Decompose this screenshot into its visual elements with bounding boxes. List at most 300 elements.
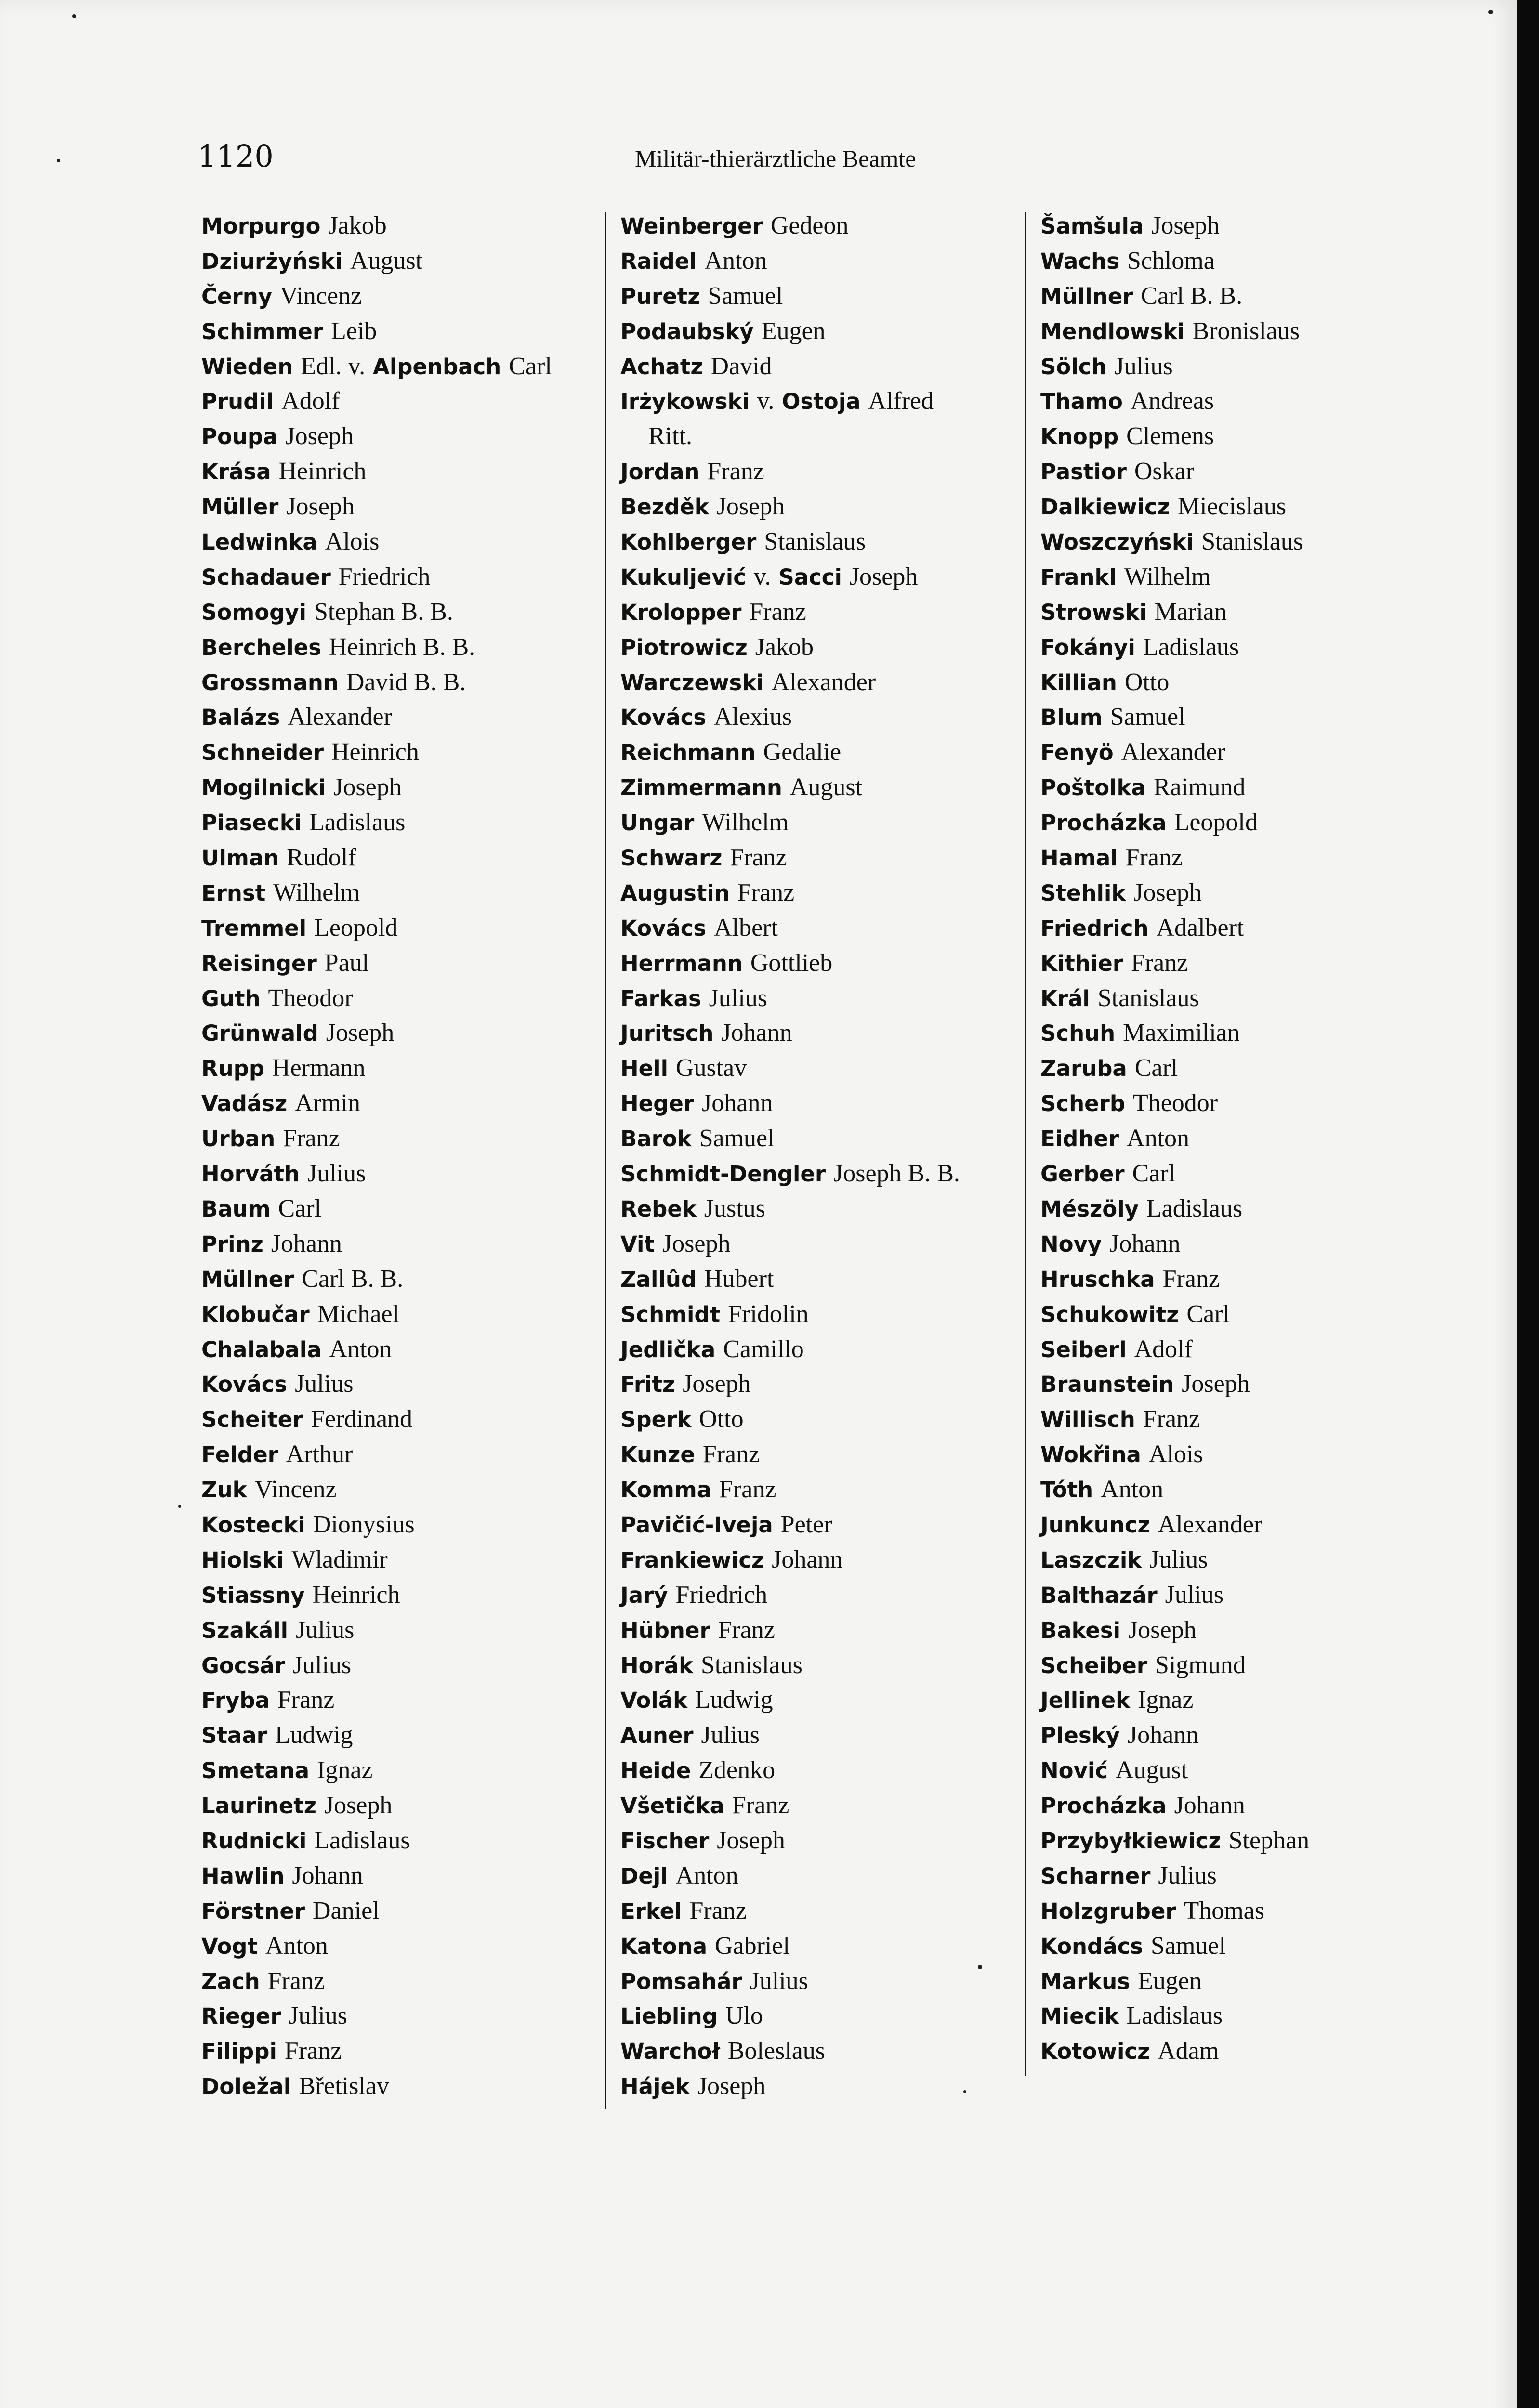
given-name: August — [1115, 1756, 1188, 1784]
column-rule — [1025, 212, 1026, 2076]
given-name: Hubert — [704, 1265, 774, 1293]
given-name: Joseph — [1151, 212, 1220, 239]
given-name: Eugen — [1138, 1967, 1202, 1995]
surname: Všetička — [620, 1793, 725, 1819]
surname: Pavičić-Iveja — [620, 1512, 773, 1538]
name-entry — [1040, 1788, 1435, 1823]
given-name: Stanislaus — [700, 1651, 802, 1679]
name-entry — [620, 208, 1015, 243]
given-name: Franz — [1131, 949, 1188, 977]
given-name: Wilhelm — [702, 809, 789, 837]
name-entry — [201, 454, 596, 489]
surname: Horák — [620, 1652, 694, 1678]
surname: Fokányi — [1040, 634, 1135, 660]
surname: Kovács — [620, 915, 707, 941]
given-name: Gustav — [675, 1054, 747, 1082]
given-name: Ladislaus — [309, 809, 406, 837]
given-name: Alfred — [868, 387, 934, 415]
surname: Pleský — [1040, 1723, 1120, 1749]
given-name: Joseph — [286, 493, 355, 521]
given-name: Theodor — [1132, 1089, 1218, 1117]
given-name: Břetislav — [299, 2072, 389, 2100]
surname: Strowski — [1040, 599, 1147, 625]
name-entry — [1040, 1296, 1435, 1332]
name-entry — [201, 1682, 596, 1717]
surname: Guth — [201, 985, 261, 1011]
name-entry — [201, 1823, 596, 1858]
name-entry — [620, 1648, 1015, 1683]
surname: Šamšula — [1040, 213, 1144, 239]
name-entry — [1040, 875, 1435, 910]
given-name: Vincenz — [280, 282, 362, 310]
surname: Piasecki — [201, 810, 302, 836]
given-name: Fridolin — [728, 1300, 809, 1328]
name-entry — [201, 1788, 596, 1823]
name-entry — [620, 981, 1015, 1016]
name-entry — [1040, 454, 1435, 489]
given-name: Wilhelm — [1124, 563, 1211, 590]
surname: Zach — [201, 1968, 260, 1994]
given-name: Heinrich B. B. — [329, 633, 475, 661]
given-name: Joseph — [324, 1792, 393, 1819]
scan-speck — [57, 159, 60, 162]
given-name: Eugen — [761, 317, 826, 345]
name-column-3 — [1040, 208, 1435, 2068]
name-entry — [1040, 1858, 1435, 1893]
given-name: Vincenz — [254, 1476, 337, 1504]
given-name: Oskar — [1134, 458, 1195, 485]
surname: Doležal — [201, 2074, 291, 2100]
surname: Fischer — [620, 1828, 710, 1854]
given-name: Joseph — [717, 1826, 785, 1854]
name-entry — [1040, 1472, 1435, 1507]
given-name: Sigmund — [1155, 1651, 1246, 1679]
surname: Scheiber — [1040, 1652, 1147, 1678]
given-name: Carl — [509, 352, 552, 380]
surname: Holzgruber — [1040, 1898, 1176, 1924]
surname: Ernst — [201, 880, 266, 906]
given-name: Ritt. — [648, 422, 693, 450]
given-name: Gedalie — [763, 738, 842, 766]
name-entry — [1040, 910, 1435, 945]
name-entry — [1040, 1156, 1435, 1191]
name-entry — [201, 875, 596, 910]
surname: Hell — [620, 1056, 669, 1082]
name-entry — [201, 1928, 596, 1963]
name-entry — [620, 1788, 1015, 1823]
surname: Pastior — [1040, 459, 1127, 485]
name-entry — [620, 524, 1015, 559]
name-entry — [620, 1086, 1015, 1121]
given-name: Carl B. B. — [1141, 282, 1243, 310]
surname: Schadauer — [201, 564, 331, 590]
name-entry — [620, 1050, 1015, 1086]
surname: Zuk — [201, 1477, 247, 1503]
surname: Schuh — [1040, 1021, 1116, 1047]
given-name: Ludwig — [275, 1721, 353, 1749]
given-name: Boleslaus — [727, 2037, 826, 2065]
given-name: Anton — [704, 247, 767, 275]
given-name: Franz — [1125, 844, 1183, 872]
surname: Komma — [620, 1477, 712, 1503]
name-entry — [201, 1577, 596, 1612]
name-entry — [620, 1156, 1015, 1191]
given-name: Peter — [780, 1510, 832, 1538]
name-entry — [620, 840, 1015, 875]
surname: Jedlička — [620, 1336, 716, 1362]
surname: Filippi — [201, 2039, 277, 2065]
surname: Ledwinka — [201, 529, 317, 555]
given-name: Friedrich — [338, 563, 431, 590]
surname: Černy — [201, 283, 273, 309]
surname: Barok — [620, 1126, 692, 1152]
surname: Thamo — [1040, 389, 1123, 415]
given-name: Franz — [277, 1686, 335, 1714]
surname: Liebling — [620, 2003, 718, 2029]
name-entry — [1040, 665, 1435, 700]
surname: Novy — [1040, 1231, 1102, 1257]
given-name: Heinrich — [278, 458, 367, 485]
surname: Gocsár — [201, 1652, 285, 1678]
surname: Somogyi — [201, 599, 307, 625]
given-name: Carl — [1132, 1160, 1176, 1188]
given-name: Thomas — [1184, 1897, 1264, 1924]
surname: Scherb — [1040, 1091, 1126, 1117]
surname: Kovács — [201, 1372, 288, 1398]
name-entry — [620, 1682, 1015, 1717]
surname: Hruschka — [1040, 1266, 1155, 1292]
name-entry — [620, 1015, 1015, 1050]
given-name: Julius — [296, 1616, 355, 1644]
surname: Herrmann — [620, 950, 743, 976]
name-entry — [620, 1823, 1015, 1858]
surname: Frankl — [1040, 564, 1117, 590]
surname: Vadász — [201, 1091, 288, 1117]
given-name: Franz — [749, 598, 806, 626]
name-entry — [201, 1542, 596, 1577]
given-name: Joseph — [326, 1019, 395, 1047]
given-name: Raimund — [1153, 773, 1246, 801]
given-name: Joseph — [1182, 1370, 1250, 1398]
given-name: Stanislaus — [1201, 528, 1303, 556]
surname: Kovács — [620, 705, 707, 731]
surname: Ulman — [201, 845, 279, 871]
surname: Scheiter — [201, 1407, 303, 1433]
name-entry — [620, 1963, 1015, 1999]
given-name: Franz — [284, 2037, 342, 2065]
name-entry — [620, 1261, 1015, 1296]
scan-speck — [72, 14, 76, 18]
name-entry — [620, 314, 1015, 349]
name-entry — [620, 1893, 1015, 1928]
name-entry — [620, 629, 1015, 665]
given-name: Adolf — [281, 387, 340, 415]
surname: Katona — [620, 1933, 708, 1959]
given-name: Julius — [292, 1651, 352, 1679]
given-name: Stephan — [1228, 1826, 1310, 1854]
name-entry — [620, 770, 1015, 805]
name-entry — [1040, 1542, 1435, 1577]
surname: Hamal — [1040, 845, 1118, 871]
given-name: Leopold — [314, 914, 398, 942]
given-name: Stanislaus — [764, 528, 866, 556]
surname: Tremmel — [201, 915, 307, 941]
surname: Dziurżyński — [201, 248, 342, 274]
given-name: Julius — [295, 1370, 354, 1398]
name-column-1 — [201, 208, 596, 2104]
name-entry — [1040, 489, 1435, 524]
name-entry — [1040, 1121, 1435, 1156]
name-entry — [620, 699, 1015, 734]
name-entry — [620, 1401, 1015, 1437]
given-name: Franz — [732, 1792, 789, 1819]
given-name: Albert — [714, 914, 778, 942]
given-name: Franz — [267, 1967, 325, 1995]
scan-speck — [178, 1505, 181, 1508]
given-name: Armin — [295, 1089, 360, 1117]
given-name: Anton — [1101, 1476, 1164, 1504]
name-entry — [201, 1717, 596, 1753]
name-entry — [1040, 1823, 1435, 1858]
name-entry — [620, 1612, 1015, 1648]
surname: Schwarz — [620, 845, 723, 871]
surname: Schimmer — [201, 318, 324, 344]
name-entry — [620, 1858, 1015, 1893]
name-entry — [1040, 981, 1435, 1016]
surname: Farkas — [620, 985, 701, 1011]
given-name: Friedrich — [675, 1581, 768, 1609]
name-entry — [201, 840, 596, 875]
name-entry — [1040, 770, 1435, 805]
name-entry — [201, 383, 596, 419]
surname: Przybyłkiewicz — [1040, 1828, 1221, 1854]
name-entry — [620, 278, 1015, 314]
given-name: Franz — [730, 844, 787, 872]
given-name: Johann — [1174, 1792, 1245, 1819]
given-name: Julius — [701, 1721, 760, 1749]
name-entry — [1040, 1998, 1435, 2033]
name-entry — [620, 1332, 1015, 1367]
name-entry — [1040, 1086, 1435, 1121]
surname: Szakáll — [201, 1617, 289, 1643]
column-rule — [605, 212, 606, 2109]
given-name: Stephan B. B. — [314, 598, 453, 626]
given-name: Jakob — [328, 212, 387, 239]
surname: Poštolka — [1040, 775, 1146, 801]
given-name: Joseph — [662, 1230, 731, 1257]
surname: Miecik — [1040, 2003, 1119, 2029]
surname: Prudil — [201, 389, 274, 415]
name-entry-continuation — [620, 419, 1015, 454]
given-name: Otto — [1124, 668, 1170, 696]
given-name: Heinrich — [331, 738, 419, 766]
name-entry — [201, 314, 596, 349]
given-name: Joseph — [1133, 878, 1202, 906]
surname: Wieden — [201, 353, 293, 380]
name-entry — [620, 559, 1015, 594]
surname: Kunze — [620, 1442, 695, 1468]
name-entry — [201, 1612, 596, 1648]
surname: Warczewski — [620, 669, 764, 695]
name-entry — [1040, 208, 1435, 243]
surname: Bezděk — [620, 494, 709, 520]
given-name: Franz — [689, 1897, 747, 1924]
surname: Jellinek — [1040, 1688, 1131, 1714]
running-head: Militär-thierärztliche Beamte — [635, 145, 916, 172]
name-entry — [201, 770, 596, 805]
given-name: Samuel — [1150, 1932, 1226, 1960]
name-entry — [620, 1296, 1015, 1332]
given-name: Joseph — [697, 2072, 766, 2100]
name-entry — [620, 2033, 1015, 2068]
surname-predicate: Sacci — [778, 564, 842, 590]
given-name: Clemens — [1126, 422, 1214, 450]
surname: Balthazár — [1040, 1582, 1158, 1608]
surname: Schmidt-Dengler — [620, 1161, 826, 1187]
scan-speck — [1488, 10, 1493, 14]
surname: Willisch — [1040, 1407, 1135, 1433]
name-entry — [620, 1928, 1015, 1963]
given-name: Julius — [1149, 1545, 1208, 1573]
name-entry — [1040, 1437, 1435, 1472]
surname: Friedrich — [1040, 915, 1149, 941]
surname: Schukowitz — [1040, 1301, 1179, 1327]
surname: Woszczyński — [1040, 529, 1194, 555]
surname: Scharner — [1040, 1863, 1151, 1889]
surname: Seiberl — [1040, 1336, 1127, 1362]
given-name: Paul — [324, 949, 369, 977]
name-entry — [201, 805, 596, 840]
given-name: Justus — [704, 1194, 765, 1222]
surname: Förstner — [201, 1898, 305, 1924]
given-name: Adolf — [1134, 1335, 1193, 1363]
surname: Rudnicki — [201, 1828, 307, 1854]
given-name: Heinrich — [312, 1581, 400, 1609]
name-entry — [201, 208, 596, 243]
surname: Urban — [201, 1126, 276, 1152]
surname: Hawlin — [201, 1863, 285, 1889]
scan-edge — [1517, 0, 1539, 2408]
surname: Stiassny — [201, 1582, 305, 1608]
surname: Erkel — [620, 1898, 682, 1924]
name-entry — [1040, 1577, 1435, 1612]
name-entry — [201, 349, 596, 384]
given-name: Daniel — [312, 1897, 380, 1924]
name-entry — [201, 2068, 596, 2104]
surname: Jarý — [620, 1582, 668, 1608]
surname: Pomsahár — [620, 1968, 742, 1994]
given-name: Joseph — [333, 773, 402, 801]
surname: Reisinger — [201, 950, 317, 976]
surname: Balázs — [201, 705, 280, 731]
surname: Procházka — [1040, 810, 1167, 836]
name-entry — [1040, 349, 1435, 384]
surname: Zaruba — [1040, 1056, 1127, 1082]
given-name: Johann — [702, 1089, 773, 1117]
name-entry — [201, 1998, 596, 2033]
surname: Volák — [620, 1688, 687, 1714]
surname: Tóth — [1040, 1477, 1093, 1503]
given-name: Johann — [1127, 1721, 1199, 1749]
surname: Markus — [1040, 1968, 1131, 1994]
name-entry — [620, 875, 1015, 910]
surname: Wokřina — [1040, 1442, 1141, 1468]
surname: Podaubský — [620, 318, 754, 344]
given-name: v. — [753, 563, 771, 590]
given-name: Stanislaus — [1097, 984, 1199, 1012]
given-name: Franz — [718, 1616, 775, 1644]
given-name: Franz — [283, 1125, 340, 1152]
name-entry — [1040, 383, 1435, 419]
name-entry — [201, 1050, 596, 1086]
name-entry — [620, 1472, 1015, 1507]
given-name: Julius — [289, 2002, 347, 2030]
given-name: Ladislaus — [1143, 633, 1239, 661]
surname: Staar — [201, 1723, 267, 1749]
surname: Juritsch — [620, 1021, 714, 1047]
surname-predicate: Alpenbach — [373, 353, 501, 380]
surname: Fenyö — [1040, 740, 1114, 766]
given-name: Gedeon — [770, 212, 849, 239]
name-entry — [1040, 1401, 1435, 1437]
given-name: Alexius — [714, 703, 792, 731]
name-entry — [201, 278, 596, 314]
given-name: Camillo — [723, 1335, 804, 1363]
given-name: Franz — [702, 1440, 760, 1468]
given-name: Jakob — [755, 633, 814, 661]
name-entry — [1040, 559, 1435, 594]
surname: Vogt — [201, 1933, 258, 1959]
given-name: Gottlieb — [750, 949, 833, 977]
name-entry — [201, 2033, 596, 2068]
surname: Rupp — [201, 1056, 265, 1082]
surname: Weinberger — [620, 213, 763, 239]
surname: Heger — [620, 1091, 695, 1117]
surname: Sperk — [620, 1407, 692, 1433]
name-entry — [1040, 840, 1435, 875]
name-entry — [1040, 805, 1435, 840]
given-name: Ferdinand — [311, 1405, 413, 1433]
given-name: Carl — [1134, 1054, 1178, 1082]
name-entry — [201, 945, 596, 981]
surname: Grünwald — [201, 1021, 318, 1047]
surname: Grossmann — [201, 669, 339, 695]
given-name: Ignaz — [317, 1756, 373, 1784]
name-entry — [1040, 2033, 1435, 2068]
surname: Blum — [1040, 705, 1103, 731]
surname: Král — [1040, 985, 1090, 1011]
name-entry — [1040, 594, 1435, 629]
given-name: Joseph — [1128, 1616, 1197, 1644]
surname: Müllner — [201, 1266, 294, 1292]
surname: Hájek — [620, 2074, 690, 2100]
name-entry — [620, 1542, 1015, 1577]
given-name: Anton — [329, 1335, 392, 1363]
given-name: Ladislaus — [314, 1826, 410, 1854]
surname: Killian — [1040, 669, 1117, 695]
surname: Knopp — [1040, 424, 1119, 450]
surname: Kondács — [1040, 1933, 1144, 1959]
name-entry — [620, 734, 1015, 770]
name-entry — [620, 1226, 1015, 1261]
name-entry — [620, 1121, 1015, 1156]
given-name: v. — [757, 387, 775, 415]
name-entry — [201, 1366, 596, 1401]
name-entry — [620, 805, 1015, 840]
name-entry — [1040, 1682, 1435, 1717]
given-name: Leopold — [1174, 809, 1258, 837]
surname: Procházka — [1040, 1793, 1167, 1819]
